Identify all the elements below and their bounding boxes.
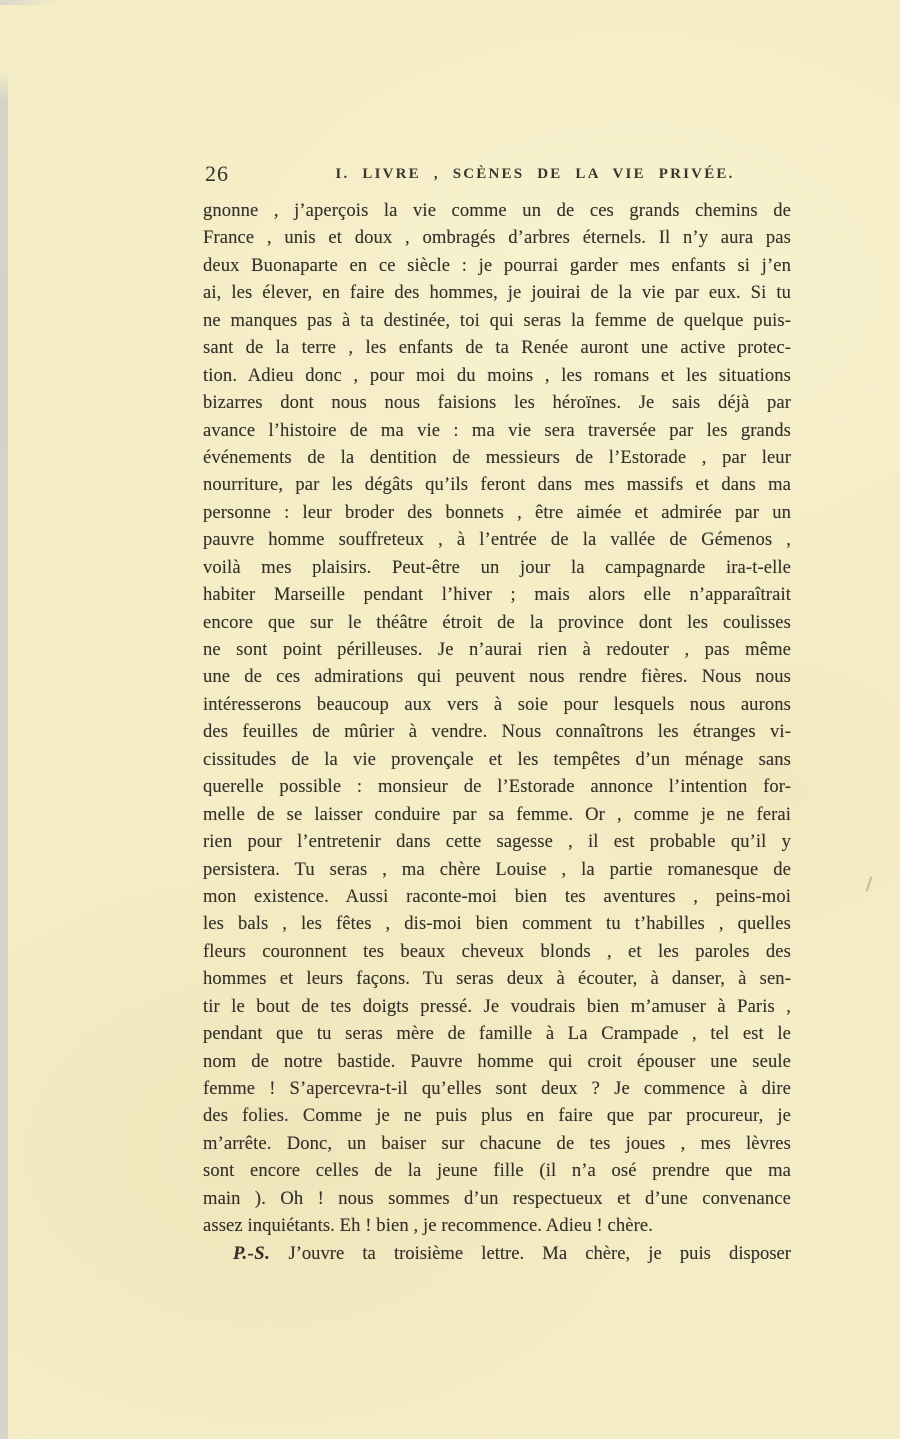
text-line: encore que sur le théâtre étroit de la province dont les coulisses <box>203 611 791 633</box>
text-line: pauvre homme souffreteux , à l’entrée de la vallée de Gémenos , <box>203 529 791 551</box>
text-line: événements de la dentition de messieurs de l’Estorade , par leur <box>203 446 791 468</box>
text-line: deux Buonaparte en ce siècle : je pourrai garder mes enfants si j’en <box>203 254 791 276</box>
text-line: ne manques pas à ta destinée, toi qui seras la femme de quelque puis- <box>203 309 791 331</box>
text-line: intéresserons beaucoup aux vers à soie pour lesquels nous aurons <box>203 693 791 715</box>
body-text <box>203 197 791 1240</box>
text-line: personne : leur broder des bonnets , être aimée et admirée par un <box>203 501 791 523</box>
text-line: querelle possible : monsieur de l’Estorade annonce l’intention for- <box>203 776 791 798</box>
text-line: nom de notre bastide. Pauvre homme qui croit épouser une seule <box>203 1050 791 1072</box>
text-line: ai, les élever, en faire des hommes, je jouirai de la vie par eux. Si tu <box>203 282 791 304</box>
text-line: une de ces admirations qui peuvent nous rendre fières. Nous nous <box>203 666 791 688</box>
text-line: hommes et leurs façons. Tu seras deux à écouter, à danser, à sen- <box>203 968 791 990</box>
text-line: pendant que tu seras mère de famille à La Crampade , tel est le <box>203 1023 791 1045</box>
text-line: fleurs couronnent tes beaux cheveux blonds , et les paroles des <box>203 940 791 962</box>
text-line: persistera. Tu seras , ma chère Louise , la partie romanesque de <box>203 858 791 880</box>
text-line: tion. Adieu donc , pour moi du moins , les romans et les situations <box>203 364 791 386</box>
text-line: main ). Oh ! nous sommes d’un respectueux et d’une convenance <box>203 1187 791 1209</box>
page-header <box>203 160 791 194</box>
text-line: assez inquiétants. Eh ! bien , je recommence. Adieu ! chère. <box>203 1215 654 1237</box>
text-line: cissitudes de la vie provençale et les tempêtes d’un ménage sans <box>203 748 791 770</box>
text-line: des folies. Comme je ne puis plus en faire que par procureur, je <box>203 1105 791 1127</box>
text-line: rien pour l’entretenir dans cette sagesse , il est probable qu’il y <box>203 831 791 853</box>
scan-artifact-mark <box>866 876 873 892</box>
text-line: bizarres dont nous nous faisions les héroïnes. Je sais déjà par <box>203 392 791 414</box>
text-line: melle de se laisser conduire par sa femme. Or , comme je ne ferai <box>203 803 791 825</box>
page-number: 26 <box>205 161 229 186</box>
running-title: I. LIVRE , SCÈNES DE LA VIE PRIVÉE. <box>335 166 735 182</box>
text-line: sant de la terre , les enfants de ta Renée auront une active protec- <box>203 337 791 359</box>
scan-edge-top <box>0 0 58 5</box>
text-line: nourriture, par les dégâts qu’ils feront dans mes massifs et dans ma <box>203 474 791 496</box>
text-line: France , unis et doux , ombragés d’arbres éternels. Il n’y aura pas <box>203 227 791 249</box>
postscript-line <box>203 1240 791 1267</box>
text-line: ne sont point périlleuses. Je n’aurai rien à redouter , pas même <box>203 639 791 660</box>
text-line: m’arrête. Donc, un baiser sur chacune de tes joues , mes lèvres <box>203 1132 791 1154</box>
text-line: gnonne , j’aperçois la vie comme un de ces grands chemins de <box>203 200 791 221</box>
text-line: mon existence. Aussi raconte-moi bien tes aventures , peins-moi <box>203 885 791 907</box>
text-line: avance l’histoire de ma vie : ma vie sera traversée par les grands <box>203 419 791 441</box>
text-line: habiter Marseille pendant l’hiver ; mais alors elle n’apparaîtrait <box>203 584 791 606</box>
postscript-text: J’ouvre ta troisième lettre. Ma chère, je puis disposer <box>270 1243 791 1265</box>
text-line: tir le bout de tes doigts pressé. Je voudrais bien m’amuser à Paris , <box>203 995 791 1017</box>
text-line: voilà mes plaisirs. Peut-être un jour la campagnarde ira-t-elle <box>203 556 791 578</box>
text-line: femme ! S’apercevra-t-il qu’elles sont deux ? Je commence à dire <box>203 1078 791 1099</box>
text-line: sont encore celles de la jeune fille (il n’a osé prendre que ma <box>203 1160 791 1182</box>
scan-edge-left <box>0 0 8 1439</box>
text-line: les bals , les fêtes , dis-moi bien comment tu t’habilles , quelles <box>203 913 791 935</box>
postscript-label: P.-S. <box>233 1243 271 1265</box>
text-line: des feuilles de mûrier à vendre. Nous connaîtrons les étranges vi- <box>203 721 791 743</box>
